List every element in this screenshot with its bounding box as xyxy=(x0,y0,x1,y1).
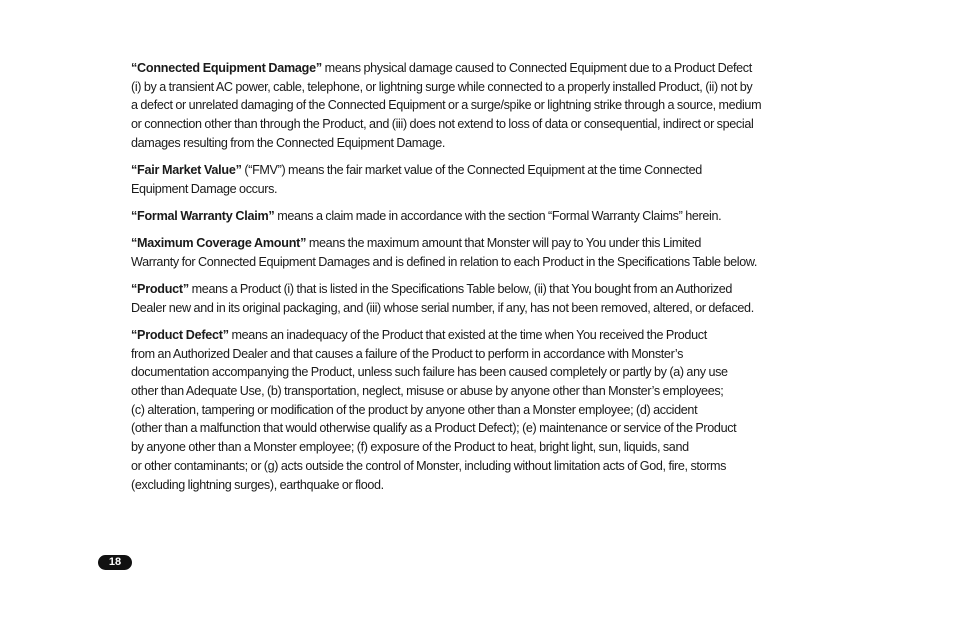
definition-text: or connection other than through the Product, and (iii) does not extend to loss of data or consequential, indirect or special xyxy=(131,117,754,132)
definition-term: “Fair Market Value” xyxy=(131,163,242,178)
page-number-badge: 18 xyxy=(98,555,132,570)
definition-product-defect xyxy=(131,326,831,494)
definition-text: means the maximum amount that Monster will pay to You under this Limited xyxy=(306,236,701,251)
definitions-section xyxy=(131,59,831,503)
definition-formal-warranty-claim xyxy=(131,207,831,226)
definition-text: (c) alteration, tampering or modification of the product by anyone other than a Monster employee; (d) accident xyxy=(131,402,698,417)
definition-text: a defect or unrelated damaging of the Connected Equipment or a surge/spike or lightning strike through a source, medium xyxy=(131,98,762,113)
definition-text: means an inadequacy of the Product that existed at the time when You received the Product xyxy=(228,327,707,342)
definition-term: “Connected Equipment Damage” xyxy=(131,61,322,75)
definition-text: documentation accompanying the Product, unless such failure has been caused completely or partly by (a) any use xyxy=(131,365,728,380)
definition-text: means physical damage caused to Connected Equipment due to a Product Defect xyxy=(321,61,752,75)
definition-connected-equipment-damage xyxy=(131,59,831,153)
definition-product xyxy=(131,280,831,317)
definition-text: (i) by a transient AC power, cable, telephone, or lightning surge while connected to a properly installed Product, (ii) not by xyxy=(131,79,753,94)
definition-text: (“FMV”) means the fair market value of the Connected Equipment at the time Connected xyxy=(241,163,702,178)
definition-text: or other contaminants; or (g) acts outside the control of Monster, including without limitation acts of God, fire, storms xyxy=(131,458,727,473)
definition-maximum-coverage-amount xyxy=(131,234,831,271)
definition-text: Equipment Damage occurs. xyxy=(131,181,278,196)
definition-text: other than Adequate Use, (b) transportation, neglect, misuse or abuse by anyone other than Monster’s employees; xyxy=(131,384,724,399)
definition-text: Dealer new and in its original packaging, and (iii) whose serial number, if any, has not been removed, altered, or defaced. xyxy=(131,300,754,315)
definition-text: means a Product (i) that is listed in the Specifications Table below, (ii) that You bought from an Authorized xyxy=(188,282,733,297)
definition-text: damages resulting from the Connected Equipment Damage. xyxy=(131,135,446,150)
definition-text: (other than a malfunction that would otherwise qualify as a Product Defect); (e) maintenance or service of the Product xyxy=(131,421,737,436)
definition-term: “Product Defect” xyxy=(131,327,229,342)
definition-text: by anyone other than a Monster employee; (f) exposure of the Product to heat, bright light, sun, liquids, sand xyxy=(131,440,689,455)
definition-term: “Maximum Coverage Amount” xyxy=(131,236,307,251)
definition-text: means a claim made in accordance with the section “Formal Warranty Claims” herein. xyxy=(274,208,722,223)
definition-text: Warranty for Connected Equipment Damages and is defined in relation to each Product in the Specifications Table below. xyxy=(131,254,758,269)
definition-text: (excluding lightning surges), earthquake or flood. xyxy=(131,477,384,492)
definition-text: from an Authorized Dealer and that causes a failure of the Product to perform in accordance with Monster’s xyxy=(131,346,684,361)
definition-fair-market-value xyxy=(131,161,831,198)
definition-term: “Formal Warranty Claim” xyxy=(131,208,275,223)
definition-term: “Product” xyxy=(131,282,189,297)
